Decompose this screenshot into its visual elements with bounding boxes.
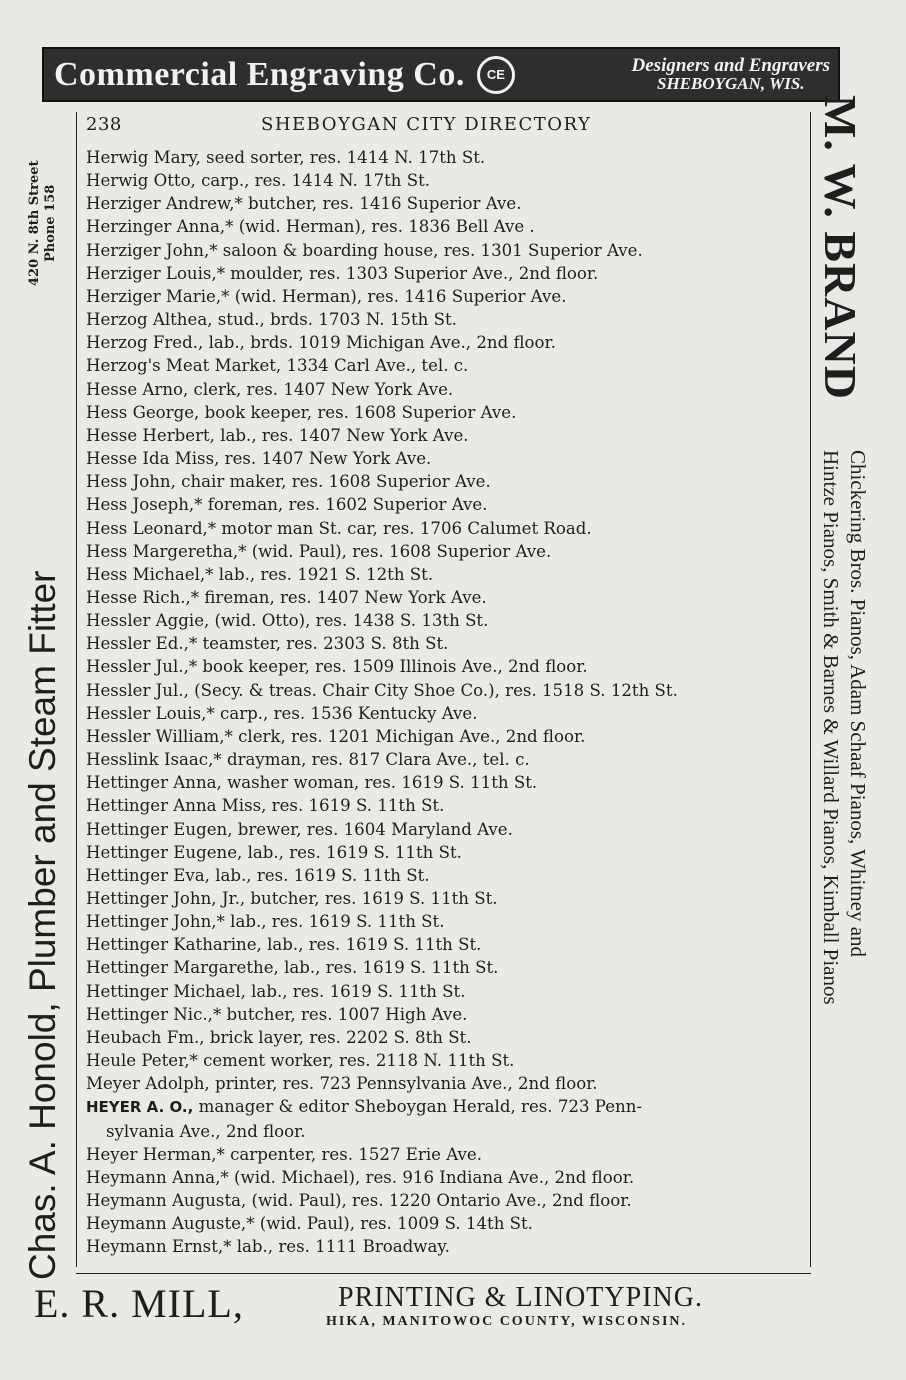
entry-text: Hess Margeretha,* (wid. Paul), res. 1608 Superior Ave.	[86, 541, 552, 561]
entry-text: Hettinger Katharine, lab., res. 1619 S. 11th St.	[86, 935, 482, 955]
directory-entry	[86, 1235, 814, 1258]
directory-entry	[86, 169, 814, 192]
entry-text: Hettinger Anna, washer woman, res. 1619 S. 11th St.	[86, 773, 538, 793]
directory-entry	[86, 1166, 814, 1189]
directory-entry	[86, 192, 814, 215]
directory-entry	[86, 818, 814, 841]
printer-name: E. R. MILL,	[34, 1281, 244, 1326]
directory-entry	[86, 1072, 814, 1095]
directory-entry	[86, 540, 814, 563]
entry-text: Heymann Augusta, (wid. Paul), res. 1220 Ontario Ave., 2nd floor.	[86, 1191, 632, 1211]
entry-text: Hettinger Eugen, brewer, res. 1604 Maryland Ave.	[86, 819, 513, 839]
entry-text: Herziger Andrew,* butcher, res. 1416 Superior Ave.	[86, 194, 522, 214]
plumber-address	[27, 118, 65, 328]
entry-text: Hess John, chair maker, res. 1608 Superior Ave.	[86, 472, 491, 492]
plumber-ad-text: Chas. A. Honold, Plumber and Steam Fitter	[22, 570, 63, 1280]
entry-text: Heule Peter,* cement worker, res. 2118 N. 11th St.	[86, 1051, 515, 1071]
directory-entry	[86, 702, 814, 725]
brand-ad-title: M. W. BRAND	[815, 95, 866, 400]
entry-text: Hess Joseph,* foreman, res. 1602 Superior Ave.	[86, 495, 488, 515]
engraving-company-name: Commercial Engraving Co.	[54, 55, 465, 93]
entry-text: Hessler Jul., (Secy. & treas. Chair City Shoe Co.), res. 1518 S. 12th St.	[86, 680, 678, 700]
entry-text: Hesse Rich.,* fireman, res. 1407 New York Ave.	[86, 587, 487, 607]
directory-entries	[86, 146, 814, 1259]
entry-text: Hessler Aggie, (wid. Otto), res. 1438 S. 13th St.	[86, 611, 489, 631]
directory-entry	[86, 910, 814, 933]
entry-text: Herzog Althea, stud., brds. 1703 N. 15th St.	[86, 310, 457, 330]
entry-text: Meyer Adolph, printer, res. 723 Pennsylvania Ave., 2nd floor.	[86, 1074, 598, 1094]
entry-text: Herwig Mary, seed sorter, res. 1414 N. 17th St.	[86, 148, 486, 167]
entry-text: Hettinger Eva, lab., res. 1619 S. 11th St.	[86, 865, 430, 885]
entry-text: Hess George, book keeper, res. 1608 Superior Ave.	[86, 402, 517, 422]
entry-name-bold: HEYER A. O.,	[86, 1098, 194, 1117]
entry-text: Hettinger Anna Miss, res. 1619 S. 11th St.	[86, 796, 445, 816]
directory-entry	[86, 146, 814, 169]
directory-entry	[86, 933, 814, 956]
directory-entry	[86, 1189, 814, 1212]
directory-entry	[86, 794, 814, 817]
directory-entry	[86, 887, 814, 910]
tagline-line-1: Designers and Engravers	[631, 54, 830, 76]
directory-entry	[86, 771, 814, 794]
entry-text: Hess Michael,* lab., res. 1921 S. 12th St.	[86, 564, 434, 584]
entry-text: sylvania Ave., 2nd floor.	[106, 1121, 306, 1141]
plumber-phone: Phone 158	[43, 184, 58, 262]
entry-text: Hesse Herbert, lab., res. 1407 New York Ave.	[86, 425, 469, 445]
entry-text: Heubach Fm., brick layer, res. 2202 S. 8th St.	[86, 1027, 472, 1047]
entry-text: Hettinger John,* lab., res. 1619 S. 11th St.	[86, 912, 445, 932]
directory-entry	[86, 655, 814, 678]
entry-text: Herzog Fred., lab., brds. 1019 Michigan Ave., 2nd floor.	[86, 333, 556, 353]
plumber-street: 420 N. 8th Street	[27, 160, 42, 286]
engraving-tagline	[631, 54, 838, 93]
directory-entry	[86, 1212, 814, 1235]
entry-text: Herzinger Anna,* (wid. Herman), res. 1836 Bell Ave .	[86, 217, 535, 237]
entry-text: Hettinger Margarethe, lab., res. 1619 S. 11th St.	[86, 958, 499, 978]
entry-text: Heyer Herman,* carpenter, res. 1527 Erie Ave.	[86, 1144, 483, 1164]
directory-entry	[86, 1143, 814, 1166]
entry-text: Heymann Auguste,* (wid. Paul), res. 1009 S. 14th St.	[86, 1214, 533, 1234]
printer-service: PRINTING & LINOTYPING.	[338, 1282, 703, 1313]
entry-text: Heymann Ernst,* lab., res. 1111 Broadway.	[86, 1237, 450, 1257]
printer-location: HIKA, MANITOWOC COUNTY, WISCONSIN.	[326, 1314, 688, 1329]
piano-ad-line-2: Hintze Pianos, Smith & Barnes & Willard Pianos, Kimball Pianos	[819, 450, 843, 1005]
entry-text: Herziger Marie,* (wid. Herman), res. 1416 Superior Ave.	[86, 286, 567, 306]
entry-text: Hesslink Isaac,* drayman, res. 817 Clara Ave., tel. c.	[86, 750, 530, 770]
directory-entry	[86, 956, 814, 979]
entry-text: Hettinger Eugene, lab., res. 1619 S. 11th St.	[86, 842, 462, 862]
directory-entry	[86, 470, 814, 493]
piano-ad-text	[815, 450, 871, 1265]
directory-entry	[86, 215, 814, 238]
entry-text: Hesse Ida Miss, res. 1407 New York Ave.	[86, 449, 432, 469]
directory-entry	[86, 1026, 814, 1049]
entry-text: Hess Leonard,* motor man St. car, res. 1706 Calumet Road.	[86, 518, 592, 538]
directory-entry	[86, 262, 814, 285]
entry-text: Hessler William,* clerk, res. 1201 Michigan Ave., 2nd floor.	[86, 726, 586, 746]
directory-entry	[86, 1120, 814, 1143]
page-title: SHEBOYGAN CITY DIRECTORY	[261, 114, 592, 135]
directory-entry	[86, 609, 814, 632]
directory-entry	[86, 285, 814, 308]
directory-entry	[86, 378, 814, 401]
directory-entry	[86, 586, 814, 609]
entry-text: Hesse Arno, clerk, res. 1407 New York Ave.	[86, 379, 454, 399]
directory-entry	[86, 331, 814, 354]
directory-entry	[86, 864, 814, 887]
piano-ad-line-1: Chickering Bros. Pianos, Adam Schaaf Pianos, Whitney and	[846, 450, 870, 958]
directory-entry	[86, 239, 814, 262]
entry-text: Hessler Ed.,* teamster, res. 2303 S. 8th St.	[86, 634, 449, 654]
engraving-ad-banner	[42, 47, 840, 102]
page-header	[86, 114, 806, 140]
entry-text: Hessler Louis,* carp., res. 1536 Kentucky Ave.	[86, 703, 478, 723]
directory-entry	[86, 980, 814, 1003]
entry-text: Herziger John,* saloon & boarding house, res. 1301 Superior Ave.	[86, 240, 643, 260]
directory-entry	[86, 424, 814, 447]
directory-entry	[86, 1003, 814, 1026]
directory-entry	[86, 493, 814, 516]
directory-entry	[86, 748, 814, 771]
entry-text: Heymann Anna,* (wid. Michael), res. 916 Indiana Ave., 2nd floor.	[86, 1167, 635, 1187]
directory-entry	[86, 725, 814, 748]
entry-text: Hettinger Michael, lab., res. 1619 S. 11th St.	[86, 981, 466, 1001]
directory-entry	[86, 447, 814, 470]
entry-text: Hettinger John, Jr., butcher, res. 1619 S. 11th St.	[86, 889, 498, 908]
entry-text: Herziger Louis,* moulder, res. 1303 Superior Ave., 2nd floor.	[86, 263, 599, 283]
page-number: 238	[86, 114, 122, 135]
frame-rule-bottom	[76, 1273, 811, 1274]
directory-entry	[86, 632, 814, 655]
directory-entry	[86, 517, 814, 540]
directory-entry	[86, 401, 814, 424]
directory-entry	[86, 308, 814, 331]
entry-text: manager & editor Sheboygan Herald, res. 723 Penn-	[193, 1097, 643, 1117]
entry-text: Hessler Jul.,* book keeper, res. 1509 Illinois Ave., 2nd floor.	[86, 657, 588, 677]
entry-text: Hettinger Nic.,* butcher, res. 1007 High Ave.	[86, 1004, 468, 1024]
directory-entry	[86, 679, 814, 702]
directory-entry	[86, 563, 814, 586]
directory-entry	[86, 1095, 814, 1119]
directory-entry	[86, 354, 814, 377]
directory-entry	[86, 1049, 814, 1072]
frame-rule-left	[76, 112, 77, 1267]
tagline-line-2: SHEBOYGAN, WIS.	[656, 73, 805, 93]
directory-entry	[86, 841, 814, 864]
entry-text: Herzog's Meat Market, 1334 Carl Ave., tel. c.	[86, 356, 469, 376]
printer-ad-banner	[30, 1278, 830, 1338]
ce-logo-icon: CE	[477, 56, 515, 94]
entry-text: Herwig Otto, carp., res. 1414 N. 17th St.	[86, 171, 431, 191]
